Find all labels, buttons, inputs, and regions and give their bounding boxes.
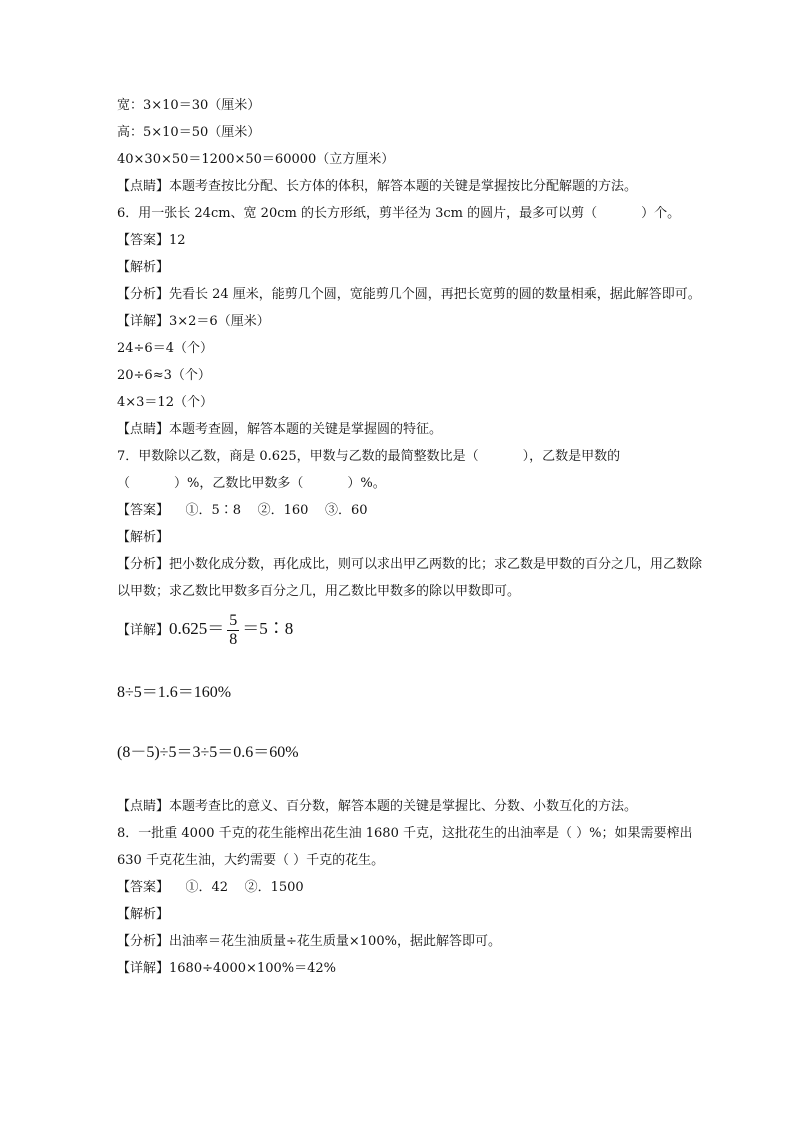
analysis-text: 【分析】先看长 24 厘米，能剪几个圆，宽能剪几个圆，再把长宽剪的圆的数量相乘，据此解答即可。 <box>117 287 701 302</box>
formula-text: 0.625＝ <box>169 619 225 638</box>
tip-line: 【点睛】本题考查圆，解答本题的关键是掌握圆的特征。 <box>117 422 443 437</box>
formula-line: (8－5)÷5＝3÷5＝0.6＝60% <box>117 744 299 761</box>
question-7-text: 7．甲数除以乙数，商是 0.625，甲数与乙数的最简整数比是（ <box>117 449 479 464</box>
text-line: 宽：3×10＝30（厘米） <box>117 98 261 113</box>
question-7-text: ）%，乙数比甲数多（ <box>174 476 304 491</box>
question-7 <box>117 443 707 470</box>
fraction-denominator: 8 <box>229 631 238 648</box>
question-6-text: 6．用一张长 24cm、宽 20cm 的长方形纸，剪半径为 3cm 的圆片，最多可以剪（ <box>117 206 598 221</box>
text-line: 40×30×50＝1200×50＝60000（立方厘米） <box>117 152 395 167</box>
detail-line: 【详解】3×2＝6（厘米） <box>117 314 270 329</box>
question-6 <box>117 200 707 227</box>
question-7-cont <box>117 470 707 497</box>
analysis-heading: 【解析】 <box>117 260 170 275</box>
detail-line: 20÷6≈3（个） <box>117 368 211 383</box>
tip-line: 【点睛】本题考查比的意义、百分数，解答本题的关键是掌握比、分数、小数互化的方法。 <box>117 799 638 814</box>
answer-line: 【答案】 ①．5∶8 ②．160 ③．60 <box>117 503 368 518</box>
formula-text: ＝5∶8 <box>242 619 294 638</box>
text-line: 高：5×10＝50（厘米） <box>117 125 261 140</box>
question-6-end: ）个。 <box>641 206 681 221</box>
detail-line: 【详解】1680÷4000×100%＝42% <box>117 961 337 976</box>
question-8: 8．一批重 4000 千克的花生能榨出花生油 1680 千克，这批花生的出油率是（ ）%；如果需要榨出 630 千克花生油，大约需要（ ）千克的花生。 <box>117 826 693 868</box>
question-7-text: ），乙数是甲数的 <box>522 449 621 464</box>
tip-line: 【点睛】本题考查按比分配、长方体的体积，解答本题的关键是掌握按比分配解题的方法。 <box>117 179 638 194</box>
detail-formula <box>117 605 707 653</box>
question-7-text: （ <box>117 476 131 491</box>
document-page <box>117 92 707 982</box>
answer-line: 【答案】12 <box>117 233 186 248</box>
analysis-text: 【分析】出油率＝花生油质量÷花生质量×100%，据此解答即可。 <box>117 934 501 949</box>
detail-line: 4×3＝12（个） <box>117 395 213 410</box>
fraction <box>227 612 239 649</box>
fraction-numerator: 5 <box>229 612 238 629</box>
analysis-heading: 【解析】 <box>117 907 170 922</box>
formula-line: 8÷5＝1.6＝160% <box>117 684 232 701</box>
answer-line: 【答案】 ①．42 ②．1500 <box>117 880 304 895</box>
question-7-text: ）%。 <box>347 476 386 491</box>
analysis-heading: 【解析】 <box>117 530 170 545</box>
detail-label: 【详解】 <box>117 623 170 638</box>
analysis-text: 【分析】把小数化成分数，再化成比，则可以求出甲乙两数的比；求乙数是甲数的百分之几，用乙数除以甲数；求乙数比甲数多百分之几，用乙数比甲数多的除以甲数即可。 <box>117 557 703 599</box>
detail-line: 24÷6＝4（个） <box>117 341 213 356</box>
